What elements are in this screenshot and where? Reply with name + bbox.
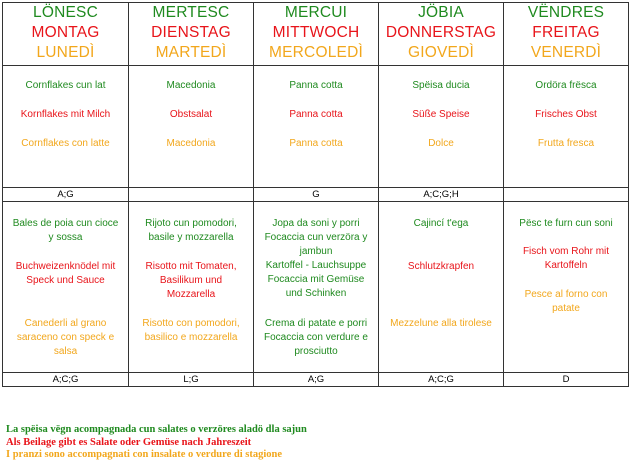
day-header-tuesday <box>129 3 254 66</box>
dish-german: Buchweizenknödel mit Speck und Sauce <box>15 261 116 286</box>
dish-german: Schlutzkrapfen <box>407 261 475 272</box>
day-header-friday <box>504 3 629 66</box>
dish-ladin: Jopa da soni y porri Focaccia cun verzöra y jambun <box>264 218 368 257</box>
dish-german: Fisch vom Rohr mit Kartoffeln <box>522 246 610 271</box>
allergen-codes <box>129 188 254 202</box>
day-name-ladin: MERCUI <box>284 4 348 21</box>
side-dish-note-ladin: La spëisa vëgn acompagnada cun salates o verzöres aladö dla sajun <box>6 424 307 435</box>
dessert-cell-friday <box>504 66 629 188</box>
dessert-cell-thursday <box>379 66 504 188</box>
dish-german: Kartoffel - Lauchsuppe Focaccia mit Gemüse und Schinken <box>265 260 367 299</box>
dessert-row <box>3 66 629 188</box>
allergen-codes: D <box>504 373 629 387</box>
day-name-german: DONNERSTAG <box>385 24 497 41</box>
main-cell-friday <box>504 202 629 373</box>
dish-german: Kornflakes mit Milch <box>20 109 111 120</box>
dish-italian: Cornflakes con latte <box>21 138 110 149</box>
dish-ladin: Cornflakes cun lat <box>25 80 106 91</box>
day-name-german: FREITAG <box>532 24 600 41</box>
dish-german: Süße Speise <box>412 109 470 120</box>
day-name-ladin: MERTESC <box>152 4 230 21</box>
dish-italian: Pesce al forno con patate <box>524 289 608 314</box>
dish-german: Risotto mit Tomaten, Basilikum und Mozzarella <box>145 261 237 300</box>
day-name-italian: LUNEDÌ <box>36 44 95 61</box>
allergen-codes: A;C;G <box>3 373 129 387</box>
day-name-italian: MERCOLEDÌ <box>269 44 363 61</box>
allergen-codes: A;G <box>3 188 129 202</box>
dish-ladin: Panna cotta <box>289 80 343 91</box>
main-cell-tuesday <box>129 202 254 373</box>
dish-italian: Frutta fresca <box>537 138 595 149</box>
dish-ladin: Cajincí t'ega <box>413 218 469 229</box>
dish-ladin: Ordöra frësca <box>535 80 597 91</box>
main-cell-thursday <box>379 202 504 373</box>
day-name-german: DIENSTAG <box>151 24 231 41</box>
allergen-codes: G <box>254 188 379 202</box>
main-allergens-row <box>3 373 629 387</box>
dish-german: Obstsalat <box>169 109 213 120</box>
day-name-ladin: LÖNESC <box>33 4 98 21</box>
dish-italian: Dolce <box>428 138 454 149</box>
allergen-codes: A;G <box>254 373 379 387</box>
dessert-allergens-row <box>3 188 629 202</box>
day-name-italian: MARTEDÌ <box>155 44 227 61</box>
dessert-cell-monday <box>3 66 129 188</box>
side-dish-note-german: Als Beilage gibt es Salate oder Gemüse nach Jahreszeit <box>6 436 252 448</box>
dish-italian: Panna cotta <box>289 138 343 149</box>
allergen-codes: A;C;G;H <box>379 188 504 202</box>
allergen-codes: A;C;G <box>379 373 504 387</box>
dish-ladin: Spëisa ducia <box>412 80 470 91</box>
side-dish-note-italian: I pranzi sono accompagnati con insalate o verdure di stagione <box>6 449 283 460</box>
main-cell-wednesday <box>254 202 379 373</box>
day-name-italian: GIOVEDÌ <box>408 44 474 61</box>
dish-ladin: Rijoto cun pomodori, basile y mozzarella <box>145 218 237 243</box>
day-name-german: MITTWOCH <box>272 24 360 41</box>
main-dish-row <box>3 202 629 373</box>
allergen-codes: L;G <box>129 373 254 387</box>
day-name-ladin: JÖBIA <box>418 4 464 21</box>
dish-italian: Risotto con pomodori, basilico e mozzarella <box>142 318 240 343</box>
dish-italian: Mezzelune alla tirolese <box>390 318 492 329</box>
day-header-monday <box>3 3 129 66</box>
day-header-wednesday <box>254 3 379 66</box>
dish-ladin: Bales de poia cun cioce y sossa <box>12 218 119 243</box>
dish-italian: Macedonia <box>166 138 216 149</box>
allergen-codes <box>504 188 629 202</box>
dish-german: Panna cotta <box>289 109 343 120</box>
dish-ladin: Macedonia <box>166 80 216 91</box>
day-name-ladin: VËNDRES <box>527 4 605 21</box>
day-name-german: MONTAG <box>31 24 100 41</box>
weekly-menu-table <box>2 2 629 387</box>
dessert-cell-wednesday <box>254 66 379 188</box>
dish-ladin: Pësc te furn cun soni <box>519 218 613 229</box>
dish-italian: Canederli al grano saraceno con speck e salsa <box>16 318 115 357</box>
day-name-italian: VENERDÌ <box>530 44 602 61</box>
main-cell-monday <box>3 202 129 373</box>
dessert-cell-tuesday <box>129 66 254 188</box>
dish-german: Frisches Obst <box>535 109 597 120</box>
day-header-thursday <box>379 3 504 66</box>
day-header-row <box>3 3 629 66</box>
dish-italian: Crema di patate e porri Focaccia con verdure e prosciutto <box>264 318 368 357</box>
side-dish-note <box>6 424 307 462</box>
